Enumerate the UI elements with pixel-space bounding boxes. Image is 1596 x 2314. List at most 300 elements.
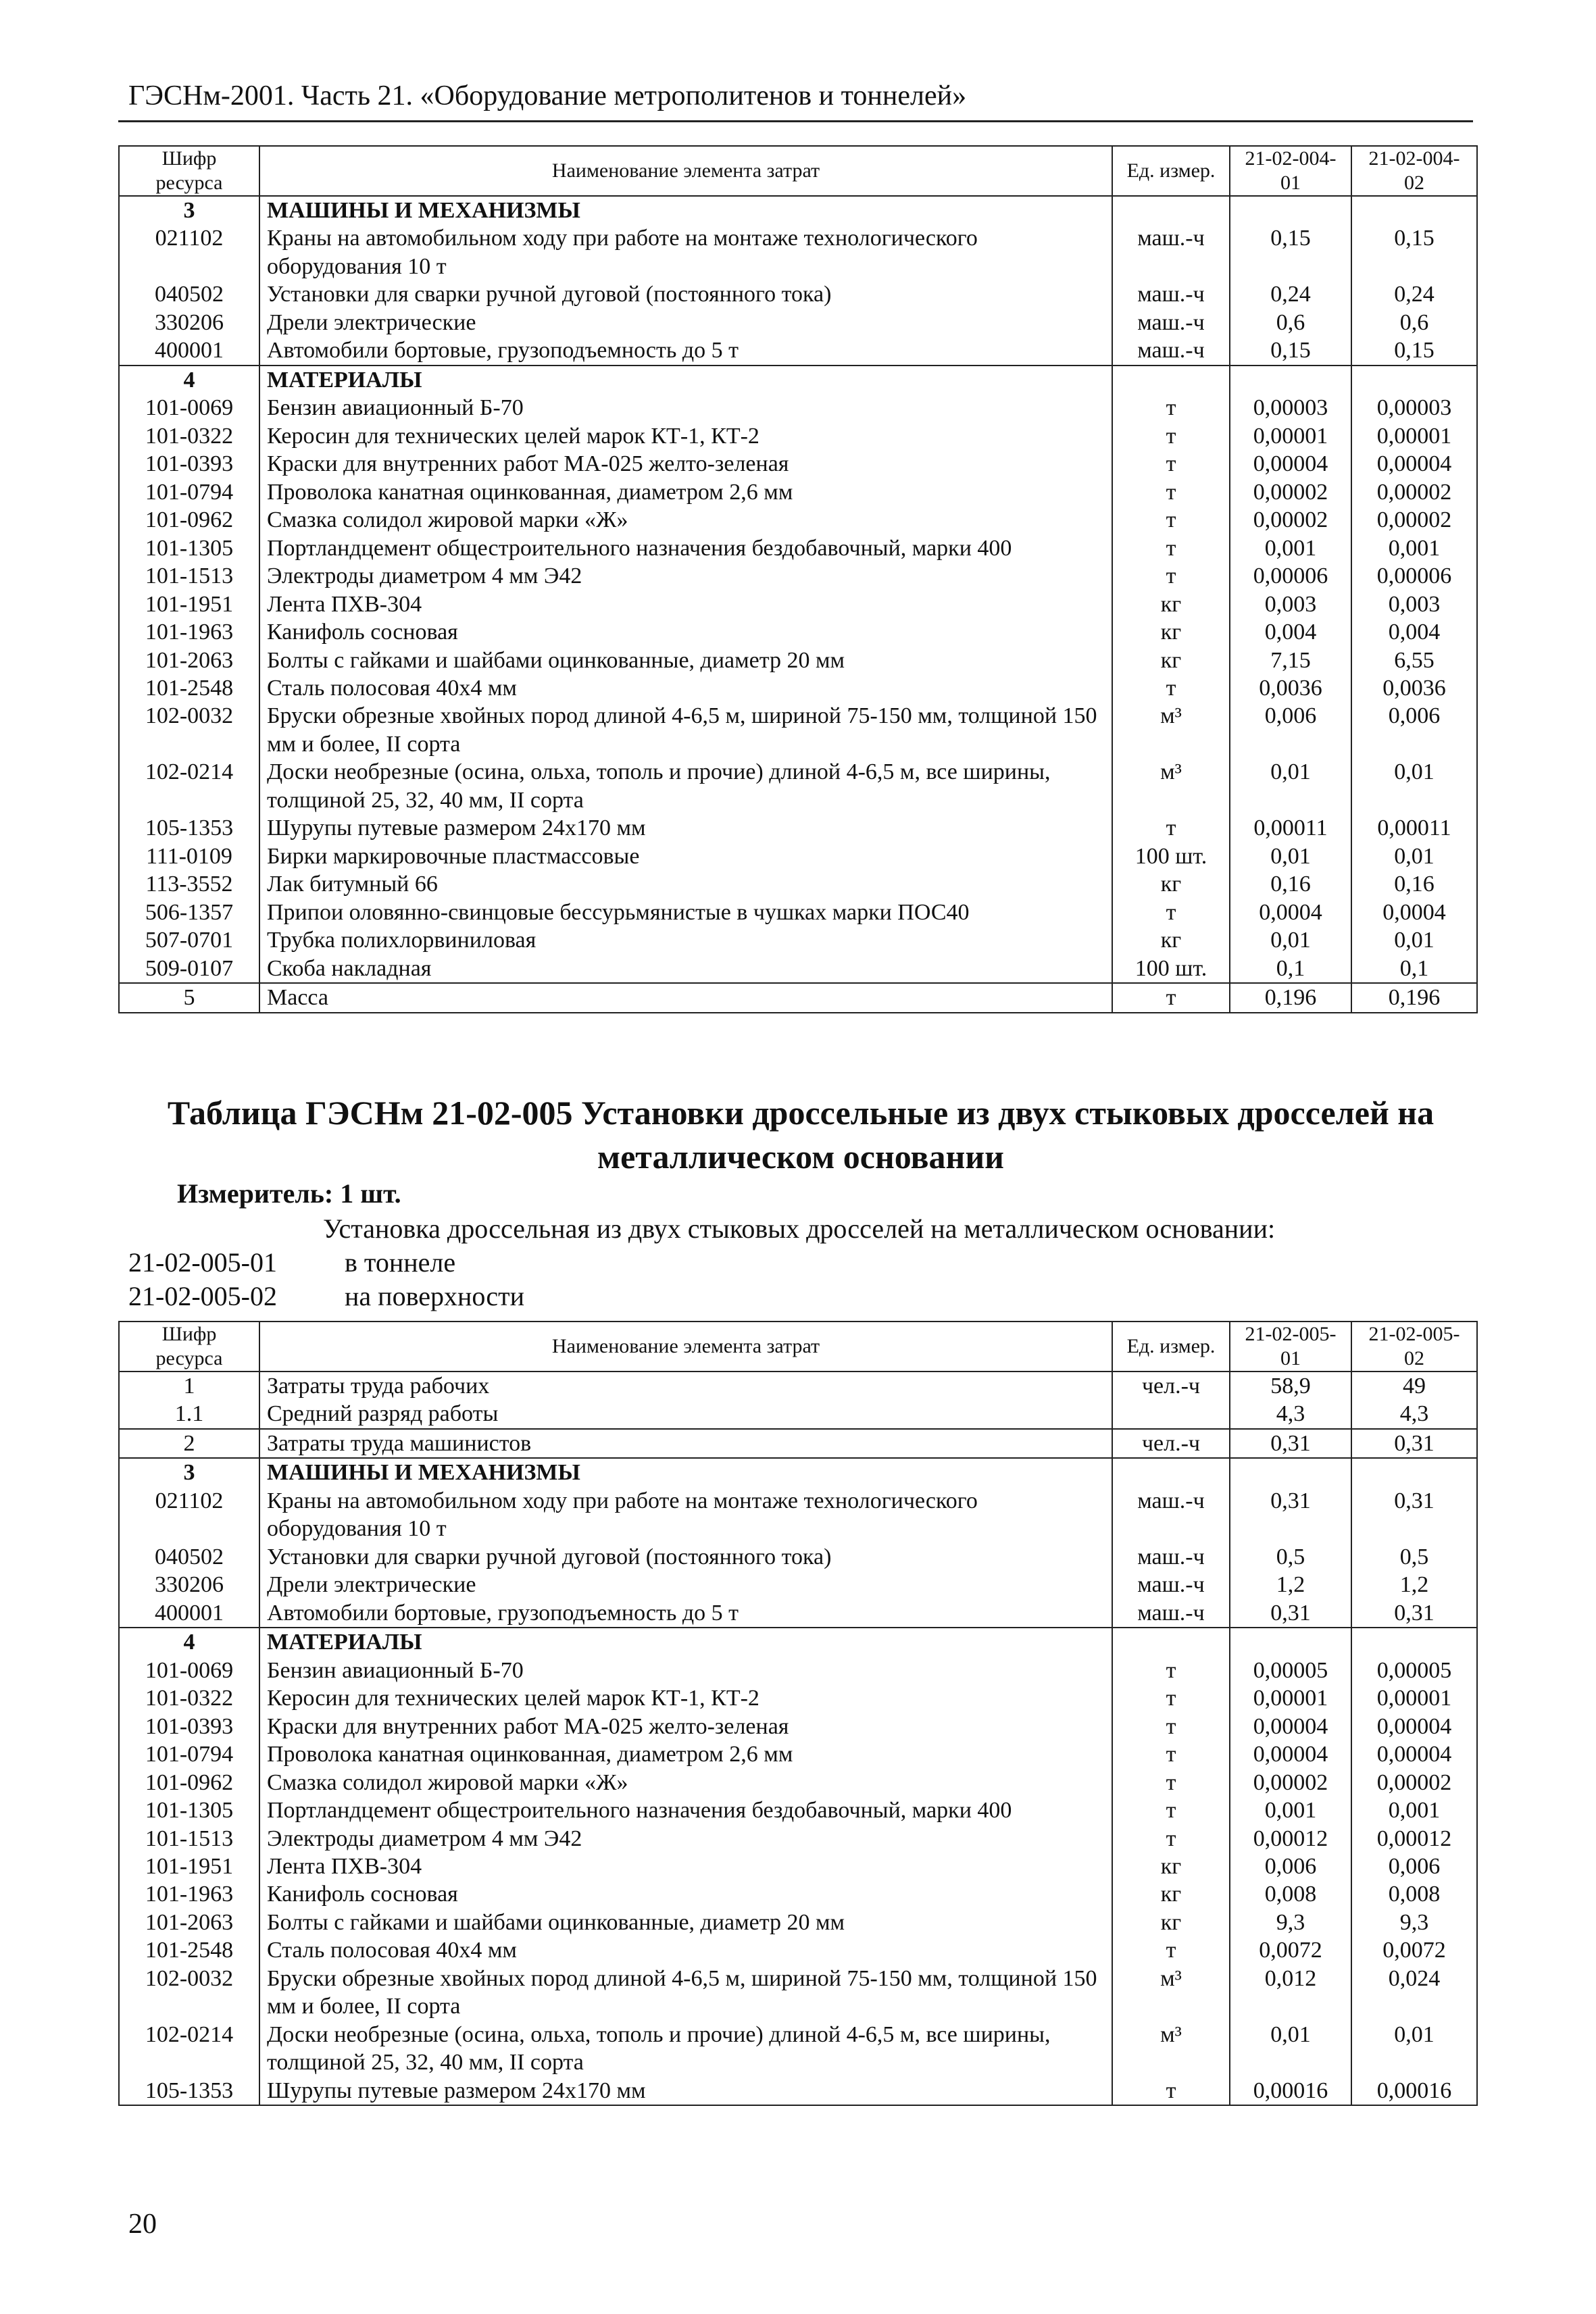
table-row	[119, 280, 1477, 308]
cell-value-2: 0,16	[1351, 870, 1477, 898]
cell-value-2: 0,01	[1351, 758, 1477, 814]
cell-name: Краны на автомобильном ходу при работе на монтаже технологического оборудования 10 т	[259, 1487, 1112, 1543]
table-row	[119, 1740, 1477, 1768]
cell-code: 4	[119, 1628, 259, 1656]
cell-value-1: 0,1	[1230, 955, 1351, 983]
cell-value-1: 0,31	[1230, 1599, 1351, 1628]
table-row	[119, 1853, 1477, 1880]
cell-value-1	[1230, 1458, 1351, 1486]
cell-unit: маш.-ч	[1112, 309, 1230, 336]
cell-code: 102-0032	[119, 1965, 259, 2021]
cell-code: 101-1951	[119, 590, 259, 618]
header-unit: Ед. измер.	[1112, 146, 1230, 196]
cell-value-2	[1351, 1628, 1477, 1656]
table-header-row	[119, 1322, 1477, 1372]
cell-code: 101-2548	[119, 1936, 259, 1964]
cell-unit: маш.-ч	[1112, 280, 1230, 308]
cell-code: 101-2063	[119, 647, 259, 674]
section-row	[119, 1628, 1477, 1656]
variant-label: на поверхности	[345, 1281, 525, 1311]
table-row	[119, 1543, 1477, 1571]
cell-name: Затраты труда рабочих	[259, 1372, 1112, 1400]
cell-value-1: 0,01	[1230, 926, 1351, 954]
cell-value-2: 0,004	[1351, 618, 1477, 646]
cell-unit: чел.-ч	[1112, 1372, 1230, 1400]
header-name: Наименование элемента затрат	[259, 146, 1112, 196]
cell-value-2: 0,00001	[1351, 422, 1477, 450]
cell-unit	[1112, 1458, 1230, 1486]
cell-unit: кг	[1112, 926, 1230, 954]
cell-name: Краски для внутренних работ МА-025 желто-зеленая	[259, 450, 1112, 478]
cell-value-1: 0,01	[1230, 842, 1351, 870]
cell-code: 101-0962	[119, 1769, 259, 1796]
cell-value-1: 0,0072	[1230, 1936, 1351, 1964]
cell-name: Доски необрезные (осина, ольха, тополь и прочие) длиной 4-6,5 м, все ширины, толщиной 25, 32, 40 мм, II сорта	[259, 758, 1112, 814]
cell-code: 330206	[119, 1571, 259, 1599]
cell-unit: кг	[1112, 1853, 1230, 1880]
table-header-row	[119, 146, 1477, 196]
table-row	[119, 309, 1477, 336]
cell-name: МАТЕРИАЛЫ	[259, 1628, 1112, 1656]
table-row	[119, 1487, 1477, 1543]
table-row	[119, 842, 1477, 870]
table-row	[119, 2021, 1477, 2077]
cell-unit: 100 шт.	[1112, 955, 1230, 983]
cell-name: Установки для сварки ручной дуговой (постоянного тока)	[259, 280, 1112, 308]
cell-code: 101-0794	[119, 1740, 259, 1768]
cell-value-2	[1351, 1458, 1477, 1486]
header-code: Шифр ресурса	[119, 1322, 259, 1372]
cell-code: 113-3552	[119, 870, 259, 898]
cell-name: Портландцемент общестроительного назначения бездобавочный, марки 400	[259, 534, 1112, 562]
cell-value-2: 0,00003	[1351, 394, 1477, 422]
cell-code: 102-0032	[119, 702, 259, 758]
cell-value-2: 0,00016	[1351, 2077, 1477, 2105]
cell-value-2: 0,008	[1351, 1880, 1477, 1908]
cell-value-2: 0,1	[1351, 955, 1477, 983]
section-row	[119, 196, 1477, 224]
table-row	[119, 506, 1477, 534]
cell-code: 101-0322	[119, 422, 259, 450]
header-col2: 21-02-005-02	[1351, 1322, 1477, 1372]
cell-value-1: 58,9	[1230, 1372, 1351, 1400]
cell-unit: 100 шт.	[1112, 842, 1230, 870]
cell-code: 3	[119, 196, 259, 224]
cell-value-1: 0,16	[1230, 870, 1351, 898]
cell-code: 101-1951	[119, 1853, 259, 1880]
cell-unit	[1112, 1400, 1230, 1428]
cell-value-2: 0,196	[1351, 983, 1477, 1012]
table-row	[119, 758, 1477, 814]
table-row	[119, 1825, 1477, 1853]
cell-code: 1	[119, 1372, 259, 1400]
cell-unit: кг	[1112, 870, 1230, 898]
cell-unit: т	[1112, 478, 1230, 506]
cell-value-1: 0,01	[1230, 758, 1351, 814]
cell-value-1: 0,00004	[1230, 1740, 1351, 1768]
table-row	[119, 647, 1477, 674]
cell-value-2: 0,15	[1351, 224, 1477, 280]
measure-unit: Измеритель: 1 шт.	[177, 1178, 401, 1209]
cell-value-2: 0,31	[1351, 1487, 1477, 1543]
cell-unit	[1112, 366, 1230, 394]
cell-value-1: 0,00002	[1230, 1769, 1351, 1796]
cell-name: Дрели электрические	[259, 1571, 1112, 1599]
header-col2: 21-02-004-02	[1351, 146, 1477, 196]
cell-code: 101-0393	[119, 450, 259, 478]
cell-value-1: 0,00002	[1230, 506, 1351, 534]
table-row	[119, 926, 1477, 954]
cell-code: 101-1513	[119, 562, 259, 590]
cell-unit: т	[1112, 2077, 1230, 2105]
section-row	[119, 1429, 1477, 1458]
table-row	[119, 534, 1477, 562]
table-title: Таблица ГЭСНм 21-02-005 Установки дроссельные из двух стыковых дросселей на металлическом основании	[167, 1094, 1435, 1176]
cell-value-2: 0,24	[1351, 280, 1477, 308]
cell-code: 2	[119, 1429, 259, 1458]
cell-unit: маш.-ч	[1112, 336, 1230, 365]
cell-value-1: 0,001	[1230, 1796, 1351, 1824]
cell-unit: т	[1112, 983, 1230, 1012]
cell-value-2: 0,31	[1351, 1429, 1477, 1458]
cell-code: 101-0962	[119, 506, 259, 534]
cell-name: Лента ПХВ-304	[259, 590, 1112, 618]
cell-value-2: 0,00002	[1351, 478, 1477, 506]
cell-code: 101-0794	[119, 478, 259, 506]
table-row	[119, 394, 1477, 422]
cell-value-2: 0,024	[1351, 1965, 1477, 2021]
cell-value-1: 0,0004	[1230, 899, 1351, 926]
cell-value-1: 0,004	[1230, 618, 1351, 646]
cell-value-1: 0,00016	[1230, 2077, 1351, 2105]
cell-value-1: 1,2	[1230, 1571, 1351, 1599]
cell-value-2: 0,001	[1351, 534, 1477, 562]
cell-code: 101-0069	[119, 394, 259, 422]
cell-name: Электроды диаметром 4 мм Э42	[259, 1825, 1112, 1853]
cell-code: 040502	[119, 1543, 259, 1571]
table-row	[119, 478, 1477, 506]
cell-name: Краны на автомобильном ходу при работе на монтаже технологического оборудования 10 т	[259, 224, 1112, 280]
cell-code: 400001	[119, 336, 259, 365]
cell-value-2	[1351, 196, 1477, 224]
section-row	[119, 983, 1477, 1012]
cell-code: 101-1305	[119, 534, 259, 562]
cell-unit: кг	[1112, 1909, 1230, 1936]
cell-value-1: 0,196	[1230, 983, 1351, 1012]
cell-value-2: 0,01	[1351, 2021, 1477, 2077]
table-row	[119, 590, 1477, 618]
cell-unit: т	[1112, 394, 1230, 422]
cost-table-21-02-005	[118, 1321, 1478, 2106]
cell-value-2: 0,00012	[1351, 1825, 1477, 1853]
cell-value-1: 0,15	[1230, 224, 1351, 280]
cell-value-2: 0,01	[1351, 842, 1477, 870]
cell-unit	[1112, 196, 1230, 224]
cell-code: 101-1513	[119, 1825, 259, 1853]
header-unit: Ед. измер.	[1112, 1322, 1230, 1372]
cell-unit: маш.-ч	[1112, 1599, 1230, 1628]
cell-value-1: 0,00011	[1230, 814, 1351, 842]
cell-unit	[1112, 1628, 1230, 1656]
cell-code: 400001	[119, 1599, 259, 1628]
cell-code: 105-1353	[119, 814, 259, 842]
cell-code: 040502	[119, 280, 259, 308]
cell-name: Шурупы путевые размером 24х170 мм	[259, 814, 1112, 842]
cell-unit: кг	[1112, 1880, 1230, 1908]
cell-value-2: 0,001	[1351, 1796, 1477, 1824]
cell-value-1: 0,0036	[1230, 674, 1351, 702]
table-row	[119, 1571, 1477, 1599]
table-row	[119, 618, 1477, 646]
cell-value-1: 0,31	[1230, 1487, 1351, 1543]
cell-unit: кг	[1112, 618, 1230, 646]
cell-value-1: 0,012	[1230, 1965, 1351, 2021]
cell-value-2: 0,006	[1351, 1853, 1477, 1880]
cell-value-1: 0,00004	[1230, 1713, 1351, 1740]
cell-code: 507-0701	[119, 926, 259, 954]
cell-code: 021102	[119, 1487, 259, 1543]
table-row	[119, 702, 1477, 758]
cell-unit: т	[1112, 899, 1230, 926]
cell-value-1: 0,00005	[1230, 1657, 1351, 1684]
cell-name: Бензин авиационный Б-70	[259, 1657, 1112, 1684]
cell-unit: т	[1112, 1936, 1230, 1964]
cell-unit: м³	[1112, 702, 1230, 758]
variant-item	[128, 1280, 524, 1312]
cell-unit: м³	[1112, 758, 1230, 814]
table-row	[119, 1657, 1477, 1684]
header-code: Шифр ресурса	[119, 146, 259, 196]
cell-value-2: 0,00001	[1351, 1684, 1477, 1712]
cell-unit: т	[1112, 1713, 1230, 1740]
cell-value-1: 0,00006	[1230, 562, 1351, 590]
cell-value-1: 7,15	[1230, 647, 1351, 674]
cell-name: Краски для внутренних работ МА-025 желто-зеленая	[259, 1713, 1112, 1740]
header-name: Наименование элемента затрат	[259, 1322, 1112, 1372]
cell-unit: т	[1112, 674, 1230, 702]
cell-unit: маш.-ч	[1112, 1571, 1230, 1599]
cell-unit: т	[1112, 814, 1230, 842]
cell-code: 5	[119, 983, 259, 1012]
table-row	[119, 1769, 1477, 1796]
cell-name: Смазка солидол жировой марки «Ж»	[259, 506, 1112, 534]
cell-unit: м³	[1112, 2021, 1230, 2077]
cell-unit: м³	[1112, 1965, 1230, 2021]
header-rule	[118, 120, 1473, 122]
cell-value-1: 0,001	[1230, 534, 1351, 562]
cell-name: Автомобили бортовые, грузоподъемность до 5 т	[259, 1599, 1112, 1628]
cell-value-2: 6,55	[1351, 647, 1477, 674]
header-col1: 21-02-005-01	[1230, 1322, 1351, 1372]
table-row	[119, 1880, 1477, 1908]
cell-value-1	[1230, 196, 1351, 224]
cell-value-2: 0,31	[1351, 1599, 1477, 1628]
cell-value-1: 0,6	[1230, 309, 1351, 336]
table-body	[119, 196, 1477, 1013]
variant-label: в тоннеле	[345, 1247, 456, 1278]
cell-unit: т	[1112, 450, 1230, 478]
cell-code: 101-1963	[119, 1880, 259, 1908]
cell-value-1: 0,00001	[1230, 422, 1351, 450]
cell-code: 102-0214	[119, 2021, 259, 2077]
section-row	[119, 1458, 1477, 1486]
cell-name: Установки для сварки ручной дуговой (постоянного тока)	[259, 1543, 1112, 1571]
cell-name: Бруски обрезные хвойных пород длиной 4-6,5 м, шириной 75-150 мм, толщиной 150 мм и более, II сорта	[259, 702, 1112, 758]
cell-code: 101-0393	[119, 1713, 259, 1740]
cell-name: Электроды диаметром 4 мм Э42	[259, 562, 1112, 590]
cell-value-2: 0,00004	[1351, 1713, 1477, 1740]
cell-unit: кг	[1112, 647, 1230, 674]
cell-code: 509-0107	[119, 955, 259, 983]
cell-value-2: 0,00005	[1351, 1657, 1477, 1684]
cell-value-2: 0,15	[1351, 336, 1477, 365]
cell-value-2: 0,0004	[1351, 899, 1477, 926]
cell-code: 102-0214	[119, 758, 259, 814]
cell-name: Автомобили бортовые, грузоподъемность до 5 т	[259, 336, 1112, 365]
table-row	[119, 422, 1477, 450]
cell-code: 111-0109	[119, 842, 259, 870]
cell-value-2: 0,6	[1351, 309, 1477, 336]
table-row	[119, 1684, 1477, 1712]
table-row	[119, 1909, 1477, 1936]
cell-name: Масса	[259, 983, 1112, 1012]
cell-code: 4	[119, 366, 259, 394]
running-header: ГЭСНм-2001. Часть 21. «Оборудование метрополитенов и тоннелей»	[128, 80, 967, 111]
cell-code: 330206	[119, 309, 259, 336]
cell-name: Сталь полосовая 40х4 мм	[259, 674, 1112, 702]
cell-value-1: 0,00001	[1230, 1684, 1351, 1712]
cell-name: Болты с гайками и шайбами оцинкованные, диаметр 20 мм	[259, 1909, 1112, 1936]
cell-code: 101-0322	[119, 1684, 259, 1712]
cell-unit: маш.-ч	[1112, 1543, 1230, 1571]
cell-name: Средний разряд работы	[259, 1400, 1112, 1428]
table-row	[119, 870, 1477, 898]
table-row	[119, 450, 1477, 478]
variant-description: Установка дроссельная из двух стыковых дросселей на металлическом основании:	[323, 1213, 1276, 1244]
cell-value-2: 0,006	[1351, 702, 1477, 758]
table-row	[119, 1713, 1477, 1740]
cell-name: Скоба накладная	[259, 955, 1112, 983]
variant-code: 21-02-005-01	[128, 1247, 277, 1278]
cell-name: Смазка солидол жировой марки «Ж»	[259, 1769, 1112, 1796]
cell-unit: т	[1112, 562, 1230, 590]
cost-table-21-02-004	[118, 145, 1478, 1013]
cell-name: Лак битумный 66	[259, 870, 1112, 898]
table-row	[119, 1400, 1477, 1428]
cell-value-1: 0,003	[1230, 590, 1351, 618]
table-row	[119, 1936, 1477, 1964]
cell-name: МАШИНЫ И МЕХАНИЗМЫ	[259, 196, 1112, 224]
cell-name: Бирки маркировочные пластмассовые	[259, 842, 1112, 870]
cell-unit: чел.-ч	[1112, 1429, 1230, 1458]
cell-value-1: 0,006	[1230, 702, 1351, 758]
cell-value-1: 9,3	[1230, 1909, 1351, 1936]
cell-value-2: 0,003	[1351, 590, 1477, 618]
cell-value-2: 0,00002	[1351, 506, 1477, 534]
cell-unit: т	[1112, 1769, 1230, 1796]
cell-unit: т	[1112, 1825, 1230, 1853]
cell-value-2: 0,01	[1351, 926, 1477, 954]
cell-name: Проволока канатная оцинкованная, диаметром 2,6 мм	[259, 478, 1112, 506]
cell-name: Болты с гайками и шайбами оцинкованные, диаметр 20 мм	[259, 647, 1112, 674]
cell-code: 101-1963	[119, 618, 259, 646]
table-row	[119, 1599, 1477, 1628]
cell-value-2: 0,00004	[1351, 450, 1477, 478]
cell-value-1: 4,3	[1230, 1400, 1351, 1428]
cell-value-2: 4,3	[1351, 1400, 1477, 1428]
cell-code: 506-1357	[119, 899, 259, 926]
cell-value-2: 0,00006	[1351, 562, 1477, 590]
cell-value-2	[1351, 366, 1477, 394]
cell-value-1: 0,00012	[1230, 1825, 1351, 1853]
cell-value-1: 0,00002	[1230, 478, 1351, 506]
cell-value-1: 0,00003	[1230, 394, 1351, 422]
cell-value-2: 0,0072	[1351, 1936, 1477, 1964]
variant-code: 21-02-005-02	[128, 1281, 277, 1311]
table-row	[119, 1965, 1477, 2021]
table-row	[119, 814, 1477, 842]
section-row	[119, 366, 1477, 394]
cell-name: Припои оловянно-свинцовые бессурьмянистые в чушках марки ПОС40	[259, 899, 1112, 926]
cell-value-1	[1230, 1628, 1351, 1656]
cell-value-2: 0,00002	[1351, 1769, 1477, 1796]
cell-code: 021102	[119, 224, 259, 280]
cell-unit: т	[1112, 506, 1230, 534]
cell-code: 1.1	[119, 1400, 259, 1428]
cell-name: Канифоль сосновая	[259, 1880, 1112, 1908]
cell-code: 3	[119, 1458, 259, 1486]
section-row	[119, 1372, 1477, 1400]
cell-code: 105-1353	[119, 2077, 259, 2105]
cell-value-2: 0,5	[1351, 1543, 1477, 1571]
cell-unit: т	[1112, 1657, 1230, 1684]
cell-unit: маш.-ч	[1112, 224, 1230, 280]
cell-value-1: 0,006	[1230, 1853, 1351, 1880]
cell-name: Доски необрезные (осина, ольха, тополь и прочие) длиной 4-6,5 м, все ширины, толщиной 25, 32, 40 мм, II сорта	[259, 2021, 1112, 2077]
cell-name: Трубка полихлорвиниловая	[259, 926, 1112, 954]
cell-value-1: 0,5	[1230, 1543, 1351, 1571]
cell-name: Сталь полосовая 40х4 мм	[259, 1936, 1112, 1964]
cell-unit: т	[1112, 1684, 1230, 1712]
cell-name: Керосин для технических целей марок КТ-1, КТ-2	[259, 422, 1112, 450]
cell-code: 101-2063	[119, 1909, 259, 1936]
cell-name: Лента ПХВ-304	[259, 1853, 1112, 1880]
cell-unit: т	[1112, 1740, 1230, 1768]
cell-name: Керосин для технических целей марок КТ-1, КТ-2	[259, 1684, 1112, 1712]
cell-value-2: 1,2	[1351, 1571, 1477, 1599]
table-body	[119, 1372, 1477, 2105]
cell-value-2: 9,3	[1351, 1909, 1477, 1936]
page-number: 20	[128, 2209, 157, 2240]
cell-value-2: 0,00004	[1351, 1740, 1477, 1768]
header-col1: 21-02-004-01	[1230, 146, 1351, 196]
table-row	[119, 674, 1477, 702]
cell-name: МАШИНЫ И МЕХАНИЗМЫ	[259, 1458, 1112, 1486]
cell-value-1: 0,01	[1230, 2021, 1351, 2077]
cell-name: Шурупы путевые размером 24х170 мм	[259, 2077, 1112, 2105]
cell-name: Портландцемент общестроительного назначения бездобавочный, марки 400	[259, 1796, 1112, 1824]
cell-name: Дрели электрические	[259, 309, 1112, 336]
table-row	[119, 1796, 1477, 1824]
cell-value-2: 0,00011	[1351, 814, 1477, 842]
cell-value-1: 0,31	[1230, 1429, 1351, 1458]
cell-unit: т	[1112, 534, 1230, 562]
cell-unit: т	[1112, 422, 1230, 450]
variant-item	[128, 1247, 455, 1278]
cell-unit: кг	[1112, 590, 1230, 618]
table-row	[119, 336, 1477, 365]
cell-value-2: 0,0036	[1351, 674, 1477, 702]
